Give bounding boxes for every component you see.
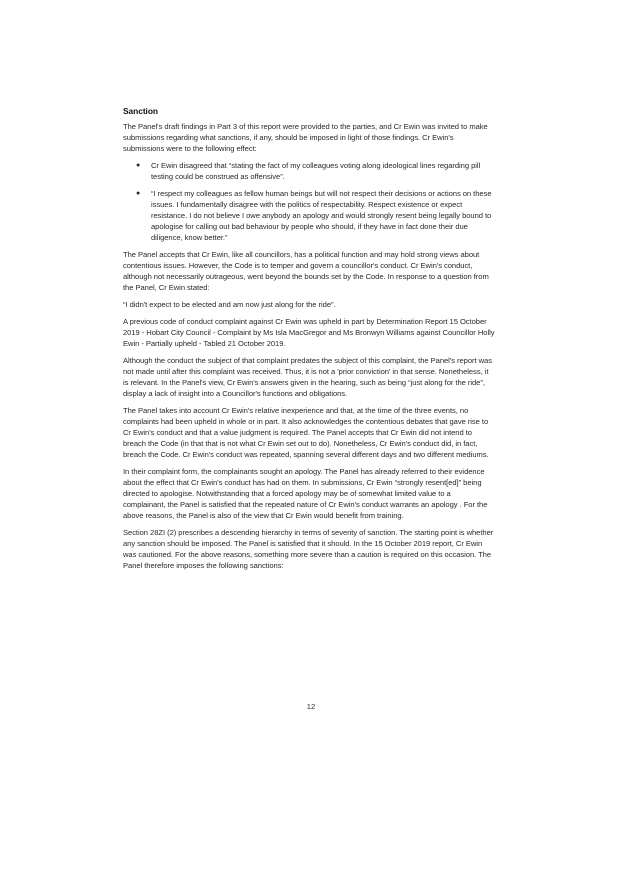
list-item [136, 160, 495, 182]
bullet-text: “I respect my colleagues as fellow human beings but will not respect their decisions or actions on these issues. I fundamentally disagree with the politics of respectability. Respect existence or expect resistance. I do not believe I owe anybody an apology and would strongly resent being legally bound to apologise for calling out bad behaviour by people who should, if they have in fact done their due diligence, know better.” [151, 189, 492, 242]
submissions-list [123, 160, 495, 243]
paragraph-prior-conviction: Although the conduct the subject of that complaint predates the subject of this complaint, the Panel's report was not made until after this complaint was received. Thus, it is not a 'prior conviction' in that sense. Nonetheless, it is relevant. In the Panel's view, Cr Ewin's answers given in the hearing, such as being “just along for the ride”, display a lack of insight into a Councillor's functions and obligations. [123, 356, 492, 398]
page-number: 12 [306, 702, 316, 711]
document-page [123, 106, 495, 577]
paragraph-quote: “I didn't expect to be elected and am now just along for the ride”. [123, 300, 336, 309]
paragraph-political-function: The Panel accepts that Cr Ewin, like all councillors, has a political function and may hold strong views about contentious issues. However, the Code is to temper and govern a councillor's conduct. Cr Ewin's conduct, although not necessarily outrageous, went beyond the bounds set by the Code. In response to a question from the Panel, Cr Ewin stated: [123, 250, 489, 292]
list-item [136, 188, 495, 243]
section-heading: Sanction [123, 106, 158, 116]
paragraph-apology: In their complaint form, the complainants sought an apology. The Panel has already referred to their evidence about the effect that Cr Ewin's conduct has had on them. In submissions, Cr Ewin “strongly resent[ed]” being directed to apologise. Notwithstanding that a forced apology may be of somewhat limited value to a complainant, the Panel is satisfied that the repeated nature of Cr Ewin's conduct warrants an apology . For the above reasons, the Panel is also of the view that Cr Ewin would benefit from training. [123, 467, 488, 520]
intro-paragraph: The Panel's draft findings in Part 3 of this report were provided to the parties, and Cr Ewin was invited to make submissions regarding what sanctions, if any, should be imposed in light of those findings. Cr Ewin's submissions were to the following effect: [123, 122, 488, 153]
paragraph-inexperience: The Panel takes into account Cr Ewin's relative inexperience and that, at the time of the three events, no complaints had been upheld in whole or in part. It also acknowledges the contentious debates that gave rise to Cr Ewin's conduct and that a value judgment is required. The Panel accepts that Cr Ewin did not intend to breach the Code (in that that is not what Cr Ewin set out to do). Nonetheless, Cr Ewin's conduct did, in fact, breach the Code. Cr Ewin's conduct was repeated, spanning several different days and two different mediums. [123, 406, 489, 459]
paragraph-hierarchy: Section 28ZI (2) prescribes a descending hierarchy in terms of severity of sanction. The starting point is whether any sanction should be imposed. The Panel is satisfied that it should. In the 15 October 2019 report, Cr Ewin was cautioned. For the above reasons, something more severe than a caution is required on this occasion. The Panel therefore imposes the following sanctions: [123, 528, 494, 570]
bullet-icon: ● [136, 190, 141, 197]
paragraph-previous-complaint: A previous code of conduct complaint against Cr Ewin was upheld in part by Determination Report 15 October 2019 - Hobart City Council - Complaint by Ms Isla MacGregor and Ms Bronwyn Williams against Councillor Holly Ewin - Partially upheld - Tabled 21 October 2019. [123, 317, 495, 348]
bullet-icon: ● [136, 162, 141, 169]
bullet-text: Cr Ewin disagreed that “stating the fact of my colleagues voting along ideological lines regarding pill testing could be construed as offensive”. [151, 161, 481, 181]
